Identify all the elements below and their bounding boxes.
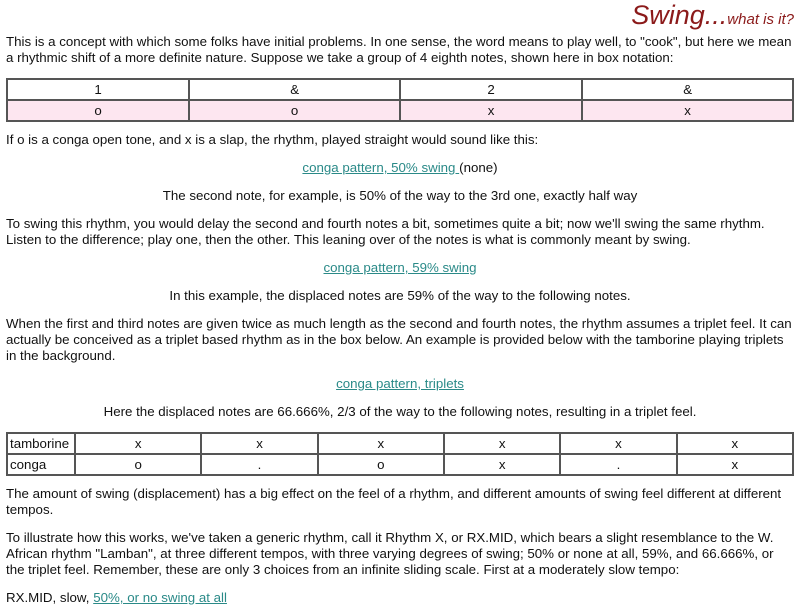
paragraph: If o is a conga open tone, and x is a slap, the rhythm, played straight would sound like this:: [6, 132, 539, 147]
table-cell: 1: [7, 79, 189, 100]
link-line: conga pattern, 50% swing (none): [302, 160, 498, 175]
intro-paragraph: This is a concept with which some folks have initial problems. In one sense, the word means to play well, to "cook", but here we mean a rhythmic shift of a more definite nature. Suppose we take a group of 4 eighth notes, shown here in box notation:: [6, 34, 792, 65]
table-cell: x: [444, 433, 560, 454]
rx-slow-50-link[interactable]: 50%, or no swing at all: [93, 590, 227, 605]
paragraph: To illustrate how this works, we've taken a generic rhythm, call it Rhythm X, or RX.MID, which bears a slight resemblance to the W. African rhythm "Lamban", at three different tempos, with three varying degrees of swing; 50% or none at all, 59%, and 66.666%, or the triplet feel. Remember, these are only 3 choices from an infinite sliding scale. First at a moderately slow tempo:: [6, 530, 774, 577]
table-cell: .: [201, 454, 317, 475]
table-cell: o: [189, 100, 400, 121]
conga-triplets-link[interactable]: conga pattern, triplets: [336, 376, 464, 391]
paragraph: To swing this rhythm, you would delay the second and fourth notes a bit, sometimes quite a bit; now we'll swing the same rhythm. Listen to the difference; play one, then the other. This leaning over of the notes is what is commonly meant by swing.: [6, 216, 765, 247]
row-label: conga: [7, 454, 75, 475]
table-cell: &: [582, 79, 793, 100]
table-cell: &: [189, 79, 400, 100]
table-cell: x: [582, 100, 793, 121]
row-label: tamborine: [7, 433, 75, 454]
conga-50-swing-link[interactable]: conga pattern, 50% swing: [302, 160, 460, 175]
link-line: RX.MID, slow, 50%, or no swing at all: [6, 590, 227, 605]
triplet-table: [6, 432, 794, 476]
link-line: [6, 260, 794, 276]
table-cell: x: [677, 454, 793, 475]
table-cell: .: [560, 454, 676, 475]
conga-59-swing-link[interactable]: conga pattern, 59% swing: [323, 260, 477, 275]
box-notation-table: [6, 78, 794, 122]
table-cell: o: [75, 454, 201, 475]
page-title: Swing...what is it?: [631, 0, 794, 30]
table-cell: o: [7, 100, 189, 121]
table-cell: x: [318, 433, 444, 454]
paragraph: The second note, for example, is 50% of the way to the 3rd one, exactly half way: [162, 188, 638, 203]
table-cell: x: [677, 433, 793, 454]
table-cell: o: [318, 454, 444, 475]
table-cell: x: [560, 433, 676, 454]
paragraph: The amount of swing (displacement) has a big effect on the feel of a rhythm, and different amounts of swing feel different at different tempos.: [6, 486, 782, 517]
table-cell: x: [444, 454, 560, 475]
table-cell: x: [201, 433, 317, 454]
table-cell: x: [75, 433, 201, 454]
paragraph: When the first and third notes are given twice as much length as the second and fourth notes, the rhythm assumes a triplet feel. It can actually be conceived as a triplet based rhythm as in the box below. An example is provided below with the tamborine playing triplets in the background.: [6, 316, 792, 363]
paragraph: Here the displaced notes are 66.666%, 2/3 of the way to the following notes, resulting in a triplet feel.: [103, 404, 697, 419]
table-cell: 2: [400, 79, 582, 100]
link-line: [6, 376, 794, 392]
paragraph: In this example, the displaced notes are 59% of the way to the following notes.: [169, 288, 631, 303]
table-cell: x: [400, 100, 582, 121]
